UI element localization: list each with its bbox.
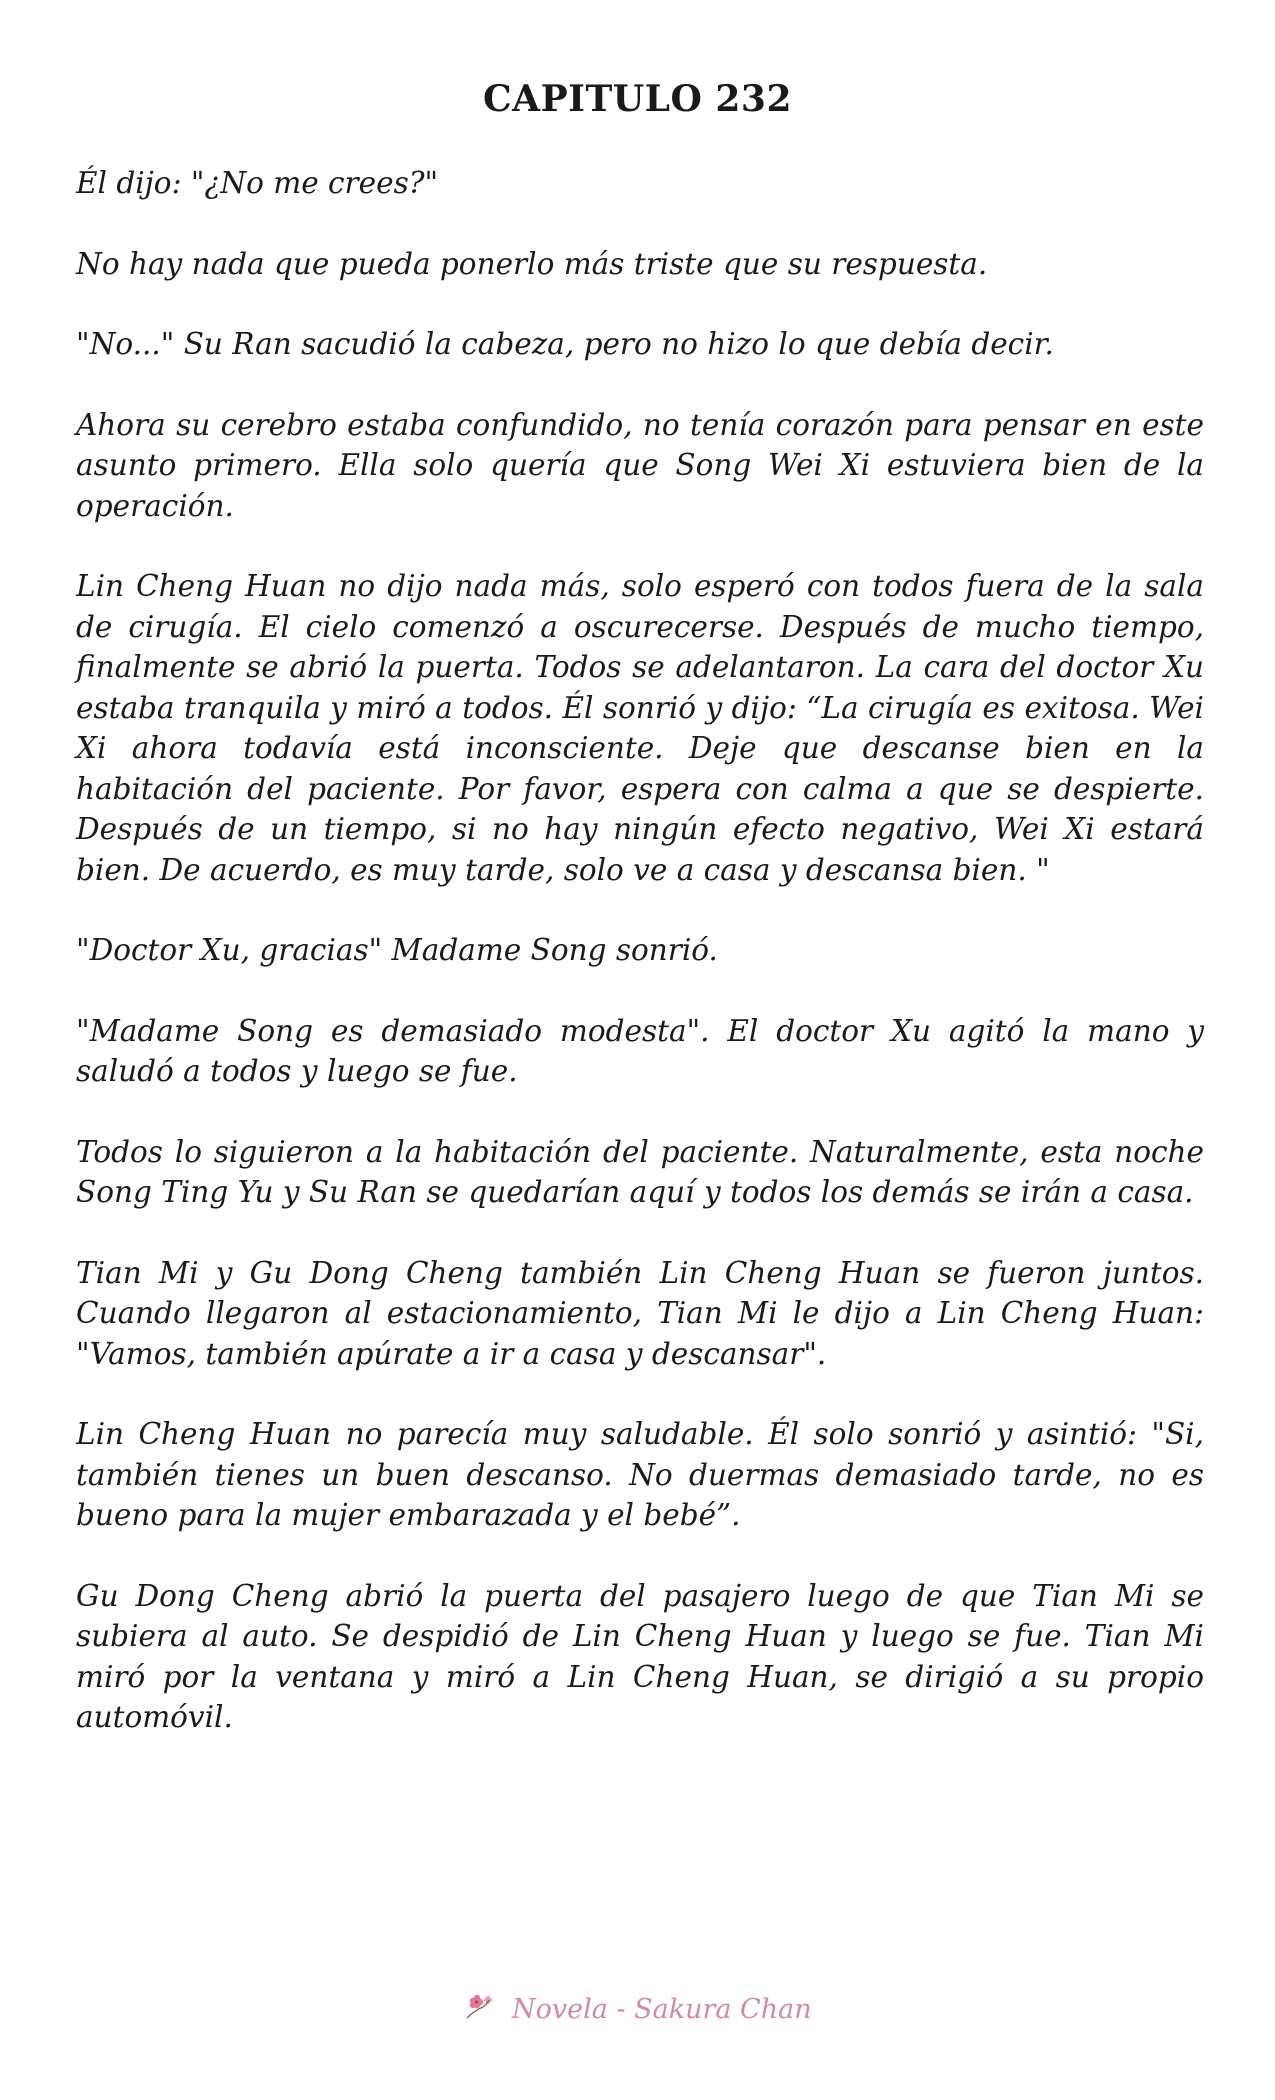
footer-text: Novela - Sakura Chan: [511, 1994, 812, 2025]
paragraph: Ahora su cerebro estaba confundido, no tenía corazón para pensar en este asunto primero. Ella solo quería que Song Wei Xi estuviera bien de la operación.: [76, 407, 1204, 523]
paragraph: Lin Cheng Huan no parecía muy saludable. Él solo sonrió y asintió: "Si, también tienes un buen descanso. No duermas demasiado tarde, no es bueno para la mujer embarazada y el bebé”.: [76, 1417, 1204, 1532]
paragraph: Gu Dong Cheng abrió la puerta del pasajero luego de que Tian Mi se subiera al auto. Se despidió de Lin Cheng Huan y luego se fue. Tian Mi miró por la ventana y miró a Lin Cheng Huan, se dirigió a su propio automóvil.: [76, 1578, 1204, 1734]
paragraph: "Doctor Xu, gracias" Madame Song sonrió.: [76, 933, 718, 967]
paragraph: "No..." Su Ran sacudió la cabeza, pero no hizo lo que debía decir.: [76, 327, 1054, 361]
paragraph: No hay nada que pueda ponerlo más triste que su respuesta.: [76, 246, 988, 281]
footer-watermark: [0, 1992, 1275, 2029]
chapter-title: CAPITULO 232: [482, 78, 793, 120]
paragraph: "Madame Song es demasiado modesta". El doctor Xu agitó la mano y saludó a todos y luego se fue.: [76, 1013, 1204, 1088]
paragraph: Lin Cheng Huan no dijo nada más, solo esperó con todos fuera de la sala de cirugía. El cielo comenzó a oscurecerse. Después de mucho tiempo, finalmente se abrió la puerta. Todos se adelantaron. La cara del doctor Xu estaba tranquila y miró a todos. Él sonrió y dijo: “La cirugía es exitosa. Wei Xi ahora todavía está inconsciente. Deje que descanse bien en la habitación del paciente. Por favor, espera con calma a que se despierte. Después de un tiempo, si no hay ningún efecto negativo, Wei Xi estará bien. De acuerdo, es muy tarde, solo ve a casa y descansa bien. ": [76, 569, 1204, 887]
paragraph: Él dijo: "¿No me crees?": [76, 166, 439, 200]
sakura-flower-icon: [463, 1992, 497, 2029]
paragraph: Todos lo siguieron a la habitación del paciente. Naturalmente, esta noche Song Ting Yu y Su Ran se quedarían aquí y todos los demás se irán a casa.: [76, 1134, 1204, 1209]
paragraph: Tian Mi y Gu Dong Cheng también Lin Cheng Huan se fueron juntos. Cuando llegaron al estacionamiento, Tian Mi le dijo a Lin Cheng Huan: "Vamos, también apúrate a ir a casa y descansar".: [76, 1255, 1204, 1371]
chapter-body: [76, 163, 1204, 1778]
